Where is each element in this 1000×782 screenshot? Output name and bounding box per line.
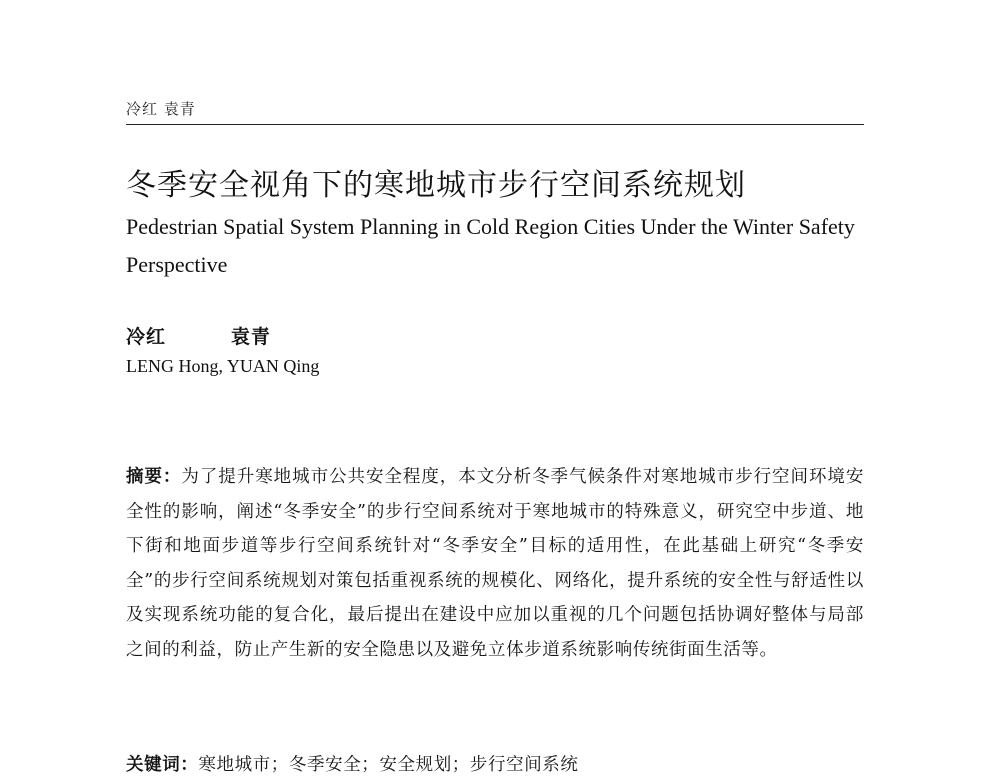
- authors-chinese: 冷红 袁青: [126, 326, 271, 348]
- authors-english: LENG Hong, YUAN Qing: [126, 356, 320, 376]
- keywords-label: 关键词：: [126, 755, 199, 775]
- keywords-text: 寒地城市；冬季安全；安全规划；步行空间系统: [198, 755, 579, 775]
- abstract-paragraph: [126, 460, 864, 667]
- keywords-line: [126, 748, 864, 782]
- abstract-text: 为了提升寒地城市公共安全程度，本文分析冬季气候条件对寒地城市步行空间环境安全性的影响，阐述“冬季安全”的步行空间系统对于寒地城市的特殊意义，研究空中步道、地下街和地面步道等步行空间系统针对“冬季安全”目标的适用性，在此基础上研究“冬季安全”的步行空间系统规划对策包括重视系统的规模化、网络化，提升系统的安全性与舒适性以及实现系统功能的复合化，最后提出在建设中应加以重视的几个问题包括协调好整体与局部之间的利益，防止产生新的安全隐患以及避免立体步道系统影响传统街面生活等。: [126, 467, 864, 660]
- abstract-label: 摘要：: [126, 467, 182, 487]
- running-head: 冷红 袁青: [126, 100, 196, 118]
- header-rule: [126, 124, 864, 125]
- title-english: Pedestrian Spatial System Planning in Cold Region Cities Under the Winter Safety Perspective: [126, 214, 855, 277]
- paper-page: [126, 0, 864, 775]
- title-chinese: 冬季安全视角下的寒地城市步行空间系统规划: [126, 168, 746, 203]
